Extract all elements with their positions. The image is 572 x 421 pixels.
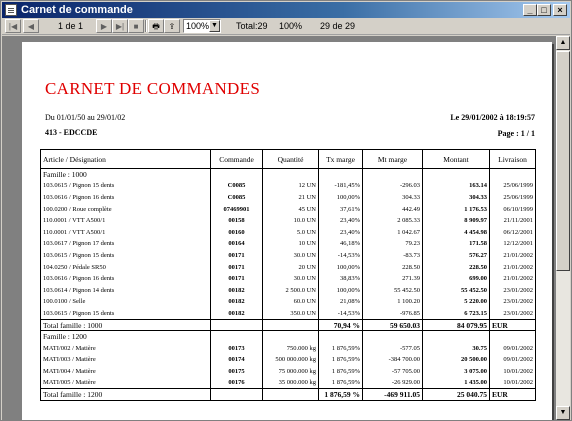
table-cell: 00171 bbox=[211, 261, 263, 273]
toolbar bbox=[2, 18, 570, 35]
family-header-row bbox=[41, 169, 536, 181]
table-cell: 00160 bbox=[211, 226, 263, 238]
record-count: 29 de 29 bbox=[320, 21, 356, 31]
table-cell: C0085 bbox=[211, 192, 263, 204]
table-cell: 103.0616 / Pignon 16 dents bbox=[41, 192, 211, 204]
table-cell: 35 000.000 kg bbox=[263, 377, 319, 389]
table-cell: 103.0616 / Pignon 16 dents bbox=[41, 273, 211, 285]
table-cell: 06/10/1999 bbox=[490, 203, 536, 215]
empty-cell bbox=[211, 169, 263, 181]
title-bar[interactable] bbox=[2, 2, 570, 18]
table-row[interactable] bbox=[41, 215, 536, 227]
empty-cell bbox=[363, 169, 423, 181]
table-cell: 06/12/2001 bbox=[490, 226, 536, 238]
table-header bbox=[41, 150, 536, 169]
table-cell: 104.0250 / Pédale SR50 bbox=[41, 261, 211, 273]
table-row[interactable] bbox=[41, 250, 536, 262]
total-count: Total:29 bbox=[236, 21, 268, 31]
table-cell: 79.23 bbox=[363, 238, 423, 250]
table-cell: 30.0 UN bbox=[263, 273, 319, 285]
report-period: Du 01/01/50 au 29/01/02 bbox=[45, 113, 126, 122]
empty-cell bbox=[319, 331, 363, 343]
table-cell: 350.0 UN bbox=[263, 308, 319, 320]
prev-page-icon[interactable]: ◀ bbox=[23, 19, 39, 33]
table-cell: 00182 bbox=[211, 308, 263, 320]
empty-cell bbox=[490, 331, 536, 343]
table-cell: 21,08% bbox=[319, 296, 363, 308]
table-row[interactable] bbox=[41, 377, 536, 389]
table-row[interactable] bbox=[41, 354, 536, 366]
table-cell: 1 876,59% bbox=[319, 377, 363, 389]
table-cell: 4 454.98 bbox=[423, 226, 490, 238]
table-cell: 37,61% bbox=[319, 203, 363, 215]
table-cell: 228.50 bbox=[363, 261, 423, 273]
table-cell: 21/01/2002 bbox=[490, 261, 536, 273]
table-cell: 00182 bbox=[211, 296, 263, 308]
report-code: 413 - EDCCDE bbox=[45, 128, 98, 137]
toolbar-separator bbox=[145, 20, 147, 32]
scroll-up-icon[interactable]: ▲ bbox=[556, 36, 570, 50]
empty-cell bbox=[363, 331, 423, 343]
column-header: Commande bbox=[211, 150, 263, 169]
table-row[interactable] bbox=[41, 238, 536, 250]
table-cell: 6 723.15 bbox=[423, 308, 490, 320]
table-cell: MATI/004 / Matière bbox=[41, 366, 211, 378]
table-cell: 3 075.00 bbox=[423, 366, 490, 378]
table-cell: 2 500.0 UN bbox=[263, 284, 319, 296]
table-cell: 100.0100 / Selle bbox=[41, 296, 211, 308]
column-header: Article / Désignation bbox=[41, 150, 211, 169]
table-cell: 103.0615 / Pignon 15 dents bbox=[41, 250, 211, 262]
table-cell: 10/01/2002 bbox=[490, 377, 536, 389]
table-cell: -577.05 bbox=[363, 342, 423, 354]
table-cell: 25/06/1999 bbox=[490, 192, 536, 204]
table-cell: 60.0 UN bbox=[263, 296, 319, 308]
table-cell: 07469901 bbox=[211, 203, 263, 215]
table-row[interactable] bbox=[41, 192, 536, 204]
table-cell: 171.58 bbox=[423, 238, 490, 250]
table-row[interactable] bbox=[41, 180, 536, 192]
window-title: Carnet de commande bbox=[21, 4, 133, 16]
table-row[interactable] bbox=[41, 308, 536, 320]
table-cell: 271.39 bbox=[363, 273, 423, 285]
table-row[interactable] bbox=[41, 203, 536, 215]
table-cell: 100,00% bbox=[319, 192, 363, 204]
table-row[interactable] bbox=[41, 366, 536, 378]
table-cell: 103.0615 / Pignon 15 dents bbox=[41, 180, 211, 192]
table-cell: 00171 bbox=[211, 250, 263, 262]
table-cell: 100,00% bbox=[319, 261, 363, 273]
table-cell: -83.73 bbox=[363, 250, 423, 262]
table-cell: 00182 bbox=[211, 284, 263, 296]
table-cell: 304.33 bbox=[423, 192, 490, 204]
table-row[interactable] bbox=[41, 296, 536, 308]
report-title: CARNET DE COMMANDES bbox=[45, 79, 261, 98]
empty-cell bbox=[490, 169, 536, 181]
table-cell: C0085 bbox=[211, 180, 263, 192]
stop-icon[interactable]: ■ bbox=[128, 19, 144, 33]
next-page-icon[interactable]: ▶ bbox=[96, 19, 112, 33]
empty-cell bbox=[263, 319, 319, 331]
minimize-button[interactable]: _ bbox=[523, 4, 537, 16]
table-row[interactable] bbox=[41, 261, 536, 273]
family-label: Famille : 1000 bbox=[41, 169, 211, 181]
table-cell: 00175 bbox=[211, 366, 263, 378]
column-header: Tx marge bbox=[319, 150, 363, 169]
table-cell: 100.0200 / Roue complète bbox=[41, 203, 211, 215]
empty-cell bbox=[211, 331, 263, 343]
total-currency: EUR bbox=[490, 389, 536, 401]
table-cell: 38,83% bbox=[319, 273, 363, 285]
table-row[interactable] bbox=[41, 226, 536, 238]
table-cell: 103.0617 / Pignon 17 dents bbox=[41, 238, 211, 250]
table-cell: 46,18% bbox=[319, 238, 363, 250]
table-cell: 228.50 bbox=[423, 261, 490, 273]
table-cell: 110.0001 / VTT A500/1 bbox=[41, 215, 211, 227]
table-cell: 1 176.53 bbox=[423, 203, 490, 215]
table-cell: -181,45% bbox=[319, 180, 363, 192]
table-cell: 75 000.000 kg bbox=[263, 366, 319, 378]
column-header: Quantité bbox=[263, 150, 319, 169]
table-row[interactable] bbox=[41, 284, 536, 296]
total-mt-marge: 59 650.03 bbox=[363, 319, 423, 331]
empty-cell bbox=[263, 389, 319, 401]
table-cell: 163.14 bbox=[423, 180, 490, 192]
total-currency: EUR bbox=[490, 319, 536, 331]
family-header-row bbox=[41, 331, 536, 343]
family-label: Famille : 1200 bbox=[41, 331, 211, 343]
empty-cell bbox=[263, 169, 319, 181]
table-cell: 1 042.67 bbox=[363, 226, 423, 238]
table-cell: 25/06/1999 bbox=[490, 180, 536, 192]
total-montant: 84 079.95 bbox=[423, 319, 490, 331]
report-page-number: Page : 1 / 1 bbox=[497, 129, 535, 138]
column-header: Mt marge bbox=[363, 150, 423, 169]
table-cell: 00171 bbox=[211, 273, 263, 285]
table-cell: 12/12/2001 bbox=[490, 238, 536, 250]
report-datetime: Le 29/01/2002 à 18:19:57 bbox=[450, 113, 535, 122]
table-cell: 500 000.000 kg bbox=[263, 354, 319, 366]
table-cell: 45 UN bbox=[263, 203, 319, 215]
table-cell: 21/01/2002 bbox=[490, 250, 536, 262]
empty-cell bbox=[211, 389, 263, 401]
table-cell: 00176 bbox=[211, 377, 263, 389]
empty-cell bbox=[423, 331, 490, 343]
table-cell: 23/01/2002 bbox=[490, 296, 536, 308]
export-icon[interactable]: ⇪ bbox=[164, 19, 180, 33]
table-cell: 304.33 bbox=[363, 192, 423, 204]
scroll-thumb[interactable] bbox=[556, 51, 570, 271]
total-label: Total famille : 1200 bbox=[41, 389, 211, 401]
table-cell: -384 700.00 bbox=[363, 354, 423, 366]
empty-cell bbox=[263, 331, 319, 343]
table-cell: MATI/003 / Matière bbox=[41, 354, 211, 366]
table-cell: 55 452.50 bbox=[363, 284, 423, 296]
table-cell: 1 876,59% bbox=[319, 342, 363, 354]
table-cell: MATI/002 / Matière bbox=[41, 342, 211, 354]
last-page-icon[interactable]: ▶| bbox=[112, 19, 128, 33]
table-cell: 10/01/2002 bbox=[490, 366, 536, 378]
total-tx-marge: 1 876,59 % bbox=[319, 389, 363, 401]
table-cell: -976.85 bbox=[363, 308, 423, 320]
first-page-icon[interactable]: |◀ bbox=[5, 19, 21, 33]
table-cell: 8 909.97 bbox=[423, 215, 490, 227]
table-cell: 1 876,59% bbox=[319, 354, 363, 366]
report-icon bbox=[5, 4, 17, 16]
scroll-down-icon[interactable]: ▼ bbox=[556, 406, 570, 420]
table-cell: 09/01/2002 bbox=[490, 342, 536, 354]
table-cell: -14,53% bbox=[319, 308, 363, 320]
table-cell: 20 500.00 bbox=[423, 354, 490, 366]
close-button[interactable]: × bbox=[553, 4, 567, 16]
total-tx-marge: 70,94 % bbox=[319, 319, 363, 331]
total-mt-marge: -469 911.05 bbox=[363, 389, 423, 401]
table-cell: 1 435.00 bbox=[423, 377, 490, 389]
table-cell: 21/01/2002 bbox=[490, 273, 536, 285]
table-cell: 699.00 bbox=[423, 273, 490, 285]
table-cell: 23,40% bbox=[319, 215, 363, 227]
table-cell: 30.75 bbox=[423, 342, 490, 354]
table-cell: 23,40% bbox=[319, 226, 363, 238]
table-cell: 23/01/2002 bbox=[490, 284, 536, 296]
table-cell: 30.0 UN bbox=[263, 250, 319, 262]
table-cell: 00158 bbox=[211, 215, 263, 227]
table-cell: 00173 bbox=[211, 342, 263, 354]
table-cell: 2 085.33 bbox=[363, 215, 423, 227]
zoom-value: 100% bbox=[186, 21, 210, 31]
table-cell: 20 UN bbox=[263, 261, 319, 273]
empty-cell bbox=[211, 319, 263, 331]
page-indicator: 1 de 1 bbox=[58, 21, 84, 31]
table-cell: -14,53% bbox=[319, 250, 363, 262]
family-total-row bbox=[41, 389, 536, 401]
print-icon[interactable]: 🖶 bbox=[148, 19, 164, 33]
table-cell: 55 452.50 bbox=[423, 284, 490, 296]
table-cell: 5 220.00 bbox=[423, 296, 490, 308]
table-cell: MATI/005 / Matière bbox=[41, 377, 211, 389]
table-cell: 21/11/2001 bbox=[490, 215, 536, 227]
total-label: Total famille : 1000 bbox=[41, 319, 211, 331]
empty-cell bbox=[423, 169, 490, 181]
table-cell: 10.0 UN bbox=[263, 215, 319, 227]
table-cell: 110.0001 / VTT A500/1 bbox=[41, 226, 211, 238]
table-cell: 100,00% bbox=[319, 284, 363, 296]
table-cell: 00164 bbox=[211, 238, 263, 250]
table-cell: 10 UN bbox=[263, 238, 319, 250]
column-header: Livraison bbox=[490, 150, 536, 169]
table-cell: 23/01/2002 bbox=[490, 308, 536, 320]
report-page bbox=[22, 42, 552, 420]
table-cell: 1 876,59% bbox=[319, 366, 363, 378]
zoom-select[interactable] bbox=[183, 19, 221, 33]
table-cell: 1 100.20 bbox=[363, 296, 423, 308]
table-cell: -57 705.00 bbox=[363, 366, 423, 378]
table-cell: 576.27 bbox=[423, 250, 490, 262]
percent-indicator: 100% bbox=[279, 21, 303, 31]
table-row[interactable] bbox=[41, 342, 536, 354]
table-cell: 103.0615 / Pignon 15 dents bbox=[41, 308, 211, 320]
table-cell: 5.0 UN bbox=[263, 226, 319, 238]
total-montant: 25 040.75 bbox=[423, 389, 490, 401]
table-cell: 21 UN bbox=[263, 192, 319, 204]
chevron-down-icon[interactable]: ▼ bbox=[209, 20, 220, 32]
table-cell: -296.03 bbox=[363, 180, 423, 192]
family-total-row bbox=[41, 319, 536, 331]
report-viewport[interactable] bbox=[2, 36, 570, 420]
table-cell: 12 UN bbox=[263, 180, 319, 192]
table-cell: -26 929.00 bbox=[363, 377, 423, 389]
table-cell: 103.0614 / Pignon 14 dents bbox=[41, 284, 211, 296]
table-cell: 00174 bbox=[211, 354, 263, 366]
column-header: Montant bbox=[423, 150, 490, 169]
table-cell: 09/01/2002 bbox=[490, 354, 536, 366]
table-row[interactable] bbox=[41, 273, 536, 285]
empty-cell bbox=[319, 169, 363, 181]
maximize-button[interactable]: □ bbox=[537, 4, 551, 16]
vertical-scrollbar[interactable] bbox=[556, 36, 570, 420]
orders-table bbox=[40, 149, 536, 401]
table-cell: 442.49 bbox=[363, 203, 423, 215]
table-cell: 750.000 kg bbox=[263, 342, 319, 354]
